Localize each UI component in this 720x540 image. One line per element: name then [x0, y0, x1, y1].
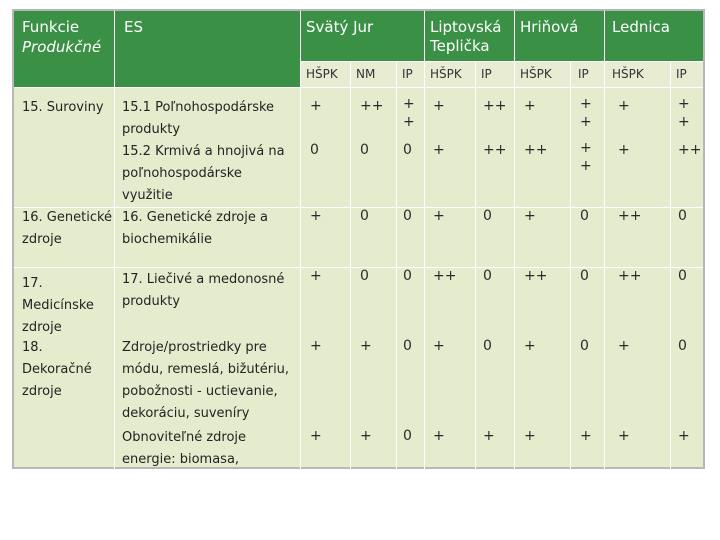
row-es-label: využitie: [122, 188, 173, 203]
rating-cell: 0: [360, 142, 369, 158]
rating-cell: +: [310, 428, 322, 444]
rating-cell: 0: [580, 208, 589, 224]
row-es-label: Zdroje/prostriedky pre: [122, 340, 267, 355]
row-es-label: 15.2 Krmivá a hnojivá na: [122, 144, 285, 159]
row-function-label: Medicínske: [22, 298, 94, 313]
rating-cell: 0: [403, 208, 412, 224]
row-es-label: energie: biomasa,: [122, 452, 240, 467]
rating-cell: 0: [403, 268, 412, 284]
rating-cell: ++: [678, 142, 702, 158]
subheader-ip: IP: [481, 67, 492, 81]
subheader-ip: IP: [578, 67, 589, 81]
rating-cell: +: [433, 98, 445, 114]
rating-cell: 0: [678, 208, 687, 224]
rating-cell: 0: [678, 338, 687, 354]
rating-cell: +: [310, 268, 322, 284]
rating-cell: +: [618, 428, 630, 444]
rating-cell: ++: [618, 208, 642, 224]
row-es-label: módu, remeslá, bižutériu,: [122, 362, 290, 377]
row-function-label: 18.: [22, 340, 43, 355]
subheader-hspk: HŠPK: [306, 67, 338, 81]
rating-cell: 0: [483, 338, 492, 354]
row-function-label: 15. Suroviny: [22, 100, 104, 115]
row-es-label: poľnohospodárske: [122, 166, 242, 181]
row-es-label: dekoráciu, suveníry: [122, 406, 250, 421]
rating-cell: +: [524, 338, 536, 354]
row-function-label: 17.: [22, 276, 43, 291]
row-function-label: zdroje: [22, 232, 62, 247]
rating-cell: 0: [678, 268, 687, 284]
rating-cell: +: [618, 98, 630, 114]
rating-cell: +: [310, 98, 322, 114]
header-site-liptovska-line1: Liptovská: [430, 18, 502, 36]
subheader-nm: NM: [356, 67, 376, 81]
rating-cell: 0: [403, 142, 412, 158]
rating-cell: 0: [360, 208, 369, 224]
rating-cell: +: [524, 428, 536, 444]
row-es-label: produkty: [122, 294, 181, 309]
subheader-hspk: HŠPK: [612, 67, 644, 81]
header-site-hrinova: Hriňová: [520, 18, 579, 36]
rating-cell: 0: [483, 208, 492, 224]
rating-cell: +: [618, 338, 630, 354]
rating-cell: +: [433, 208, 445, 224]
rating-cell: +: [678, 428, 690, 444]
row-es-label: pobožnosti - uctievanie,: [122, 384, 278, 399]
rating-cell: ++: [483, 98, 507, 114]
rating-cell: 0: [483, 268, 492, 284]
rating-cell: +: [524, 208, 536, 224]
row-function-label: 16. Genetické: [22, 210, 113, 225]
rating-cell: ++: [618, 268, 642, 284]
rating-cell: + +: [678, 96, 690, 130]
subheader-hspk: HŠPK: [430, 67, 462, 81]
rating-cell: ++: [524, 268, 548, 284]
rating-cell: 0: [310, 142, 319, 158]
rating-cell: 0: [403, 428, 412, 444]
rating-cell: 0: [580, 268, 589, 284]
rating-cell: + +: [580, 96, 592, 130]
row-es-label: 15.1 Poľnohospodárske: [122, 100, 275, 115]
rating-cell: +: [310, 338, 322, 354]
header-site-liptovska-line2: Teplička: [430, 37, 490, 55]
rating-cell: +: [360, 428, 372, 444]
header-produkcne: Produkčné: [22, 38, 102, 56]
header-site-svaty-jur: Svätý Jur: [306, 18, 374, 36]
ecosystem-services-table: [12, 9, 705, 469]
rating-cell: 0: [580, 338, 589, 354]
row-es-label: produkty: [122, 122, 181, 137]
row-es-label: 17. Liečivé a medonosné: [122, 272, 285, 287]
rating-cell: + +: [580, 140, 592, 174]
rating-cell: ++: [483, 142, 507, 158]
rating-cell: +: [310, 208, 322, 224]
rating-cell: ++: [524, 142, 548, 158]
rating-cell: 0: [360, 268, 369, 284]
subheader-hspk: HŠPK: [520, 67, 552, 81]
rating-cell: ++: [433, 268, 457, 284]
subheader-ip: IP: [676, 67, 687, 81]
subheader-ip: IP: [402, 67, 413, 81]
row-es-label: biochemikálie: [122, 232, 212, 247]
rating-cell: + +: [403, 96, 415, 130]
rating-cell: ++: [360, 98, 384, 114]
header-funkcie: Funkcie: [22, 18, 80, 36]
rating-cell: +: [524, 98, 536, 114]
rating-cell: 0: [403, 338, 412, 354]
row-function-label: zdroje: [22, 384, 62, 399]
rating-cell: +: [433, 142, 445, 158]
header-site-lednica: Lednica: [612, 18, 670, 36]
rating-cell: +: [360, 338, 372, 354]
rating-cell: +: [580, 428, 592, 444]
row-es-label: Obnoviteľné zdroje: [122, 430, 247, 445]
row-function-label: zdroje: [22, 320, 62, 335]
rating-cell: +: [433, 338, 445, 354]
header-es: ES: [124, 18, 143, 36]
rating-cell: +: [433, 428, 445, 444]
rating-cell: +: [483, 428, 495, 444]
row-function-label: Dekoračné: [22, 362, 92, 377]
row-es-label: 16. Genetické zdroje a: [122, 210, 268, 225]
rating-cell: +: [618, 142, 630, 158]
